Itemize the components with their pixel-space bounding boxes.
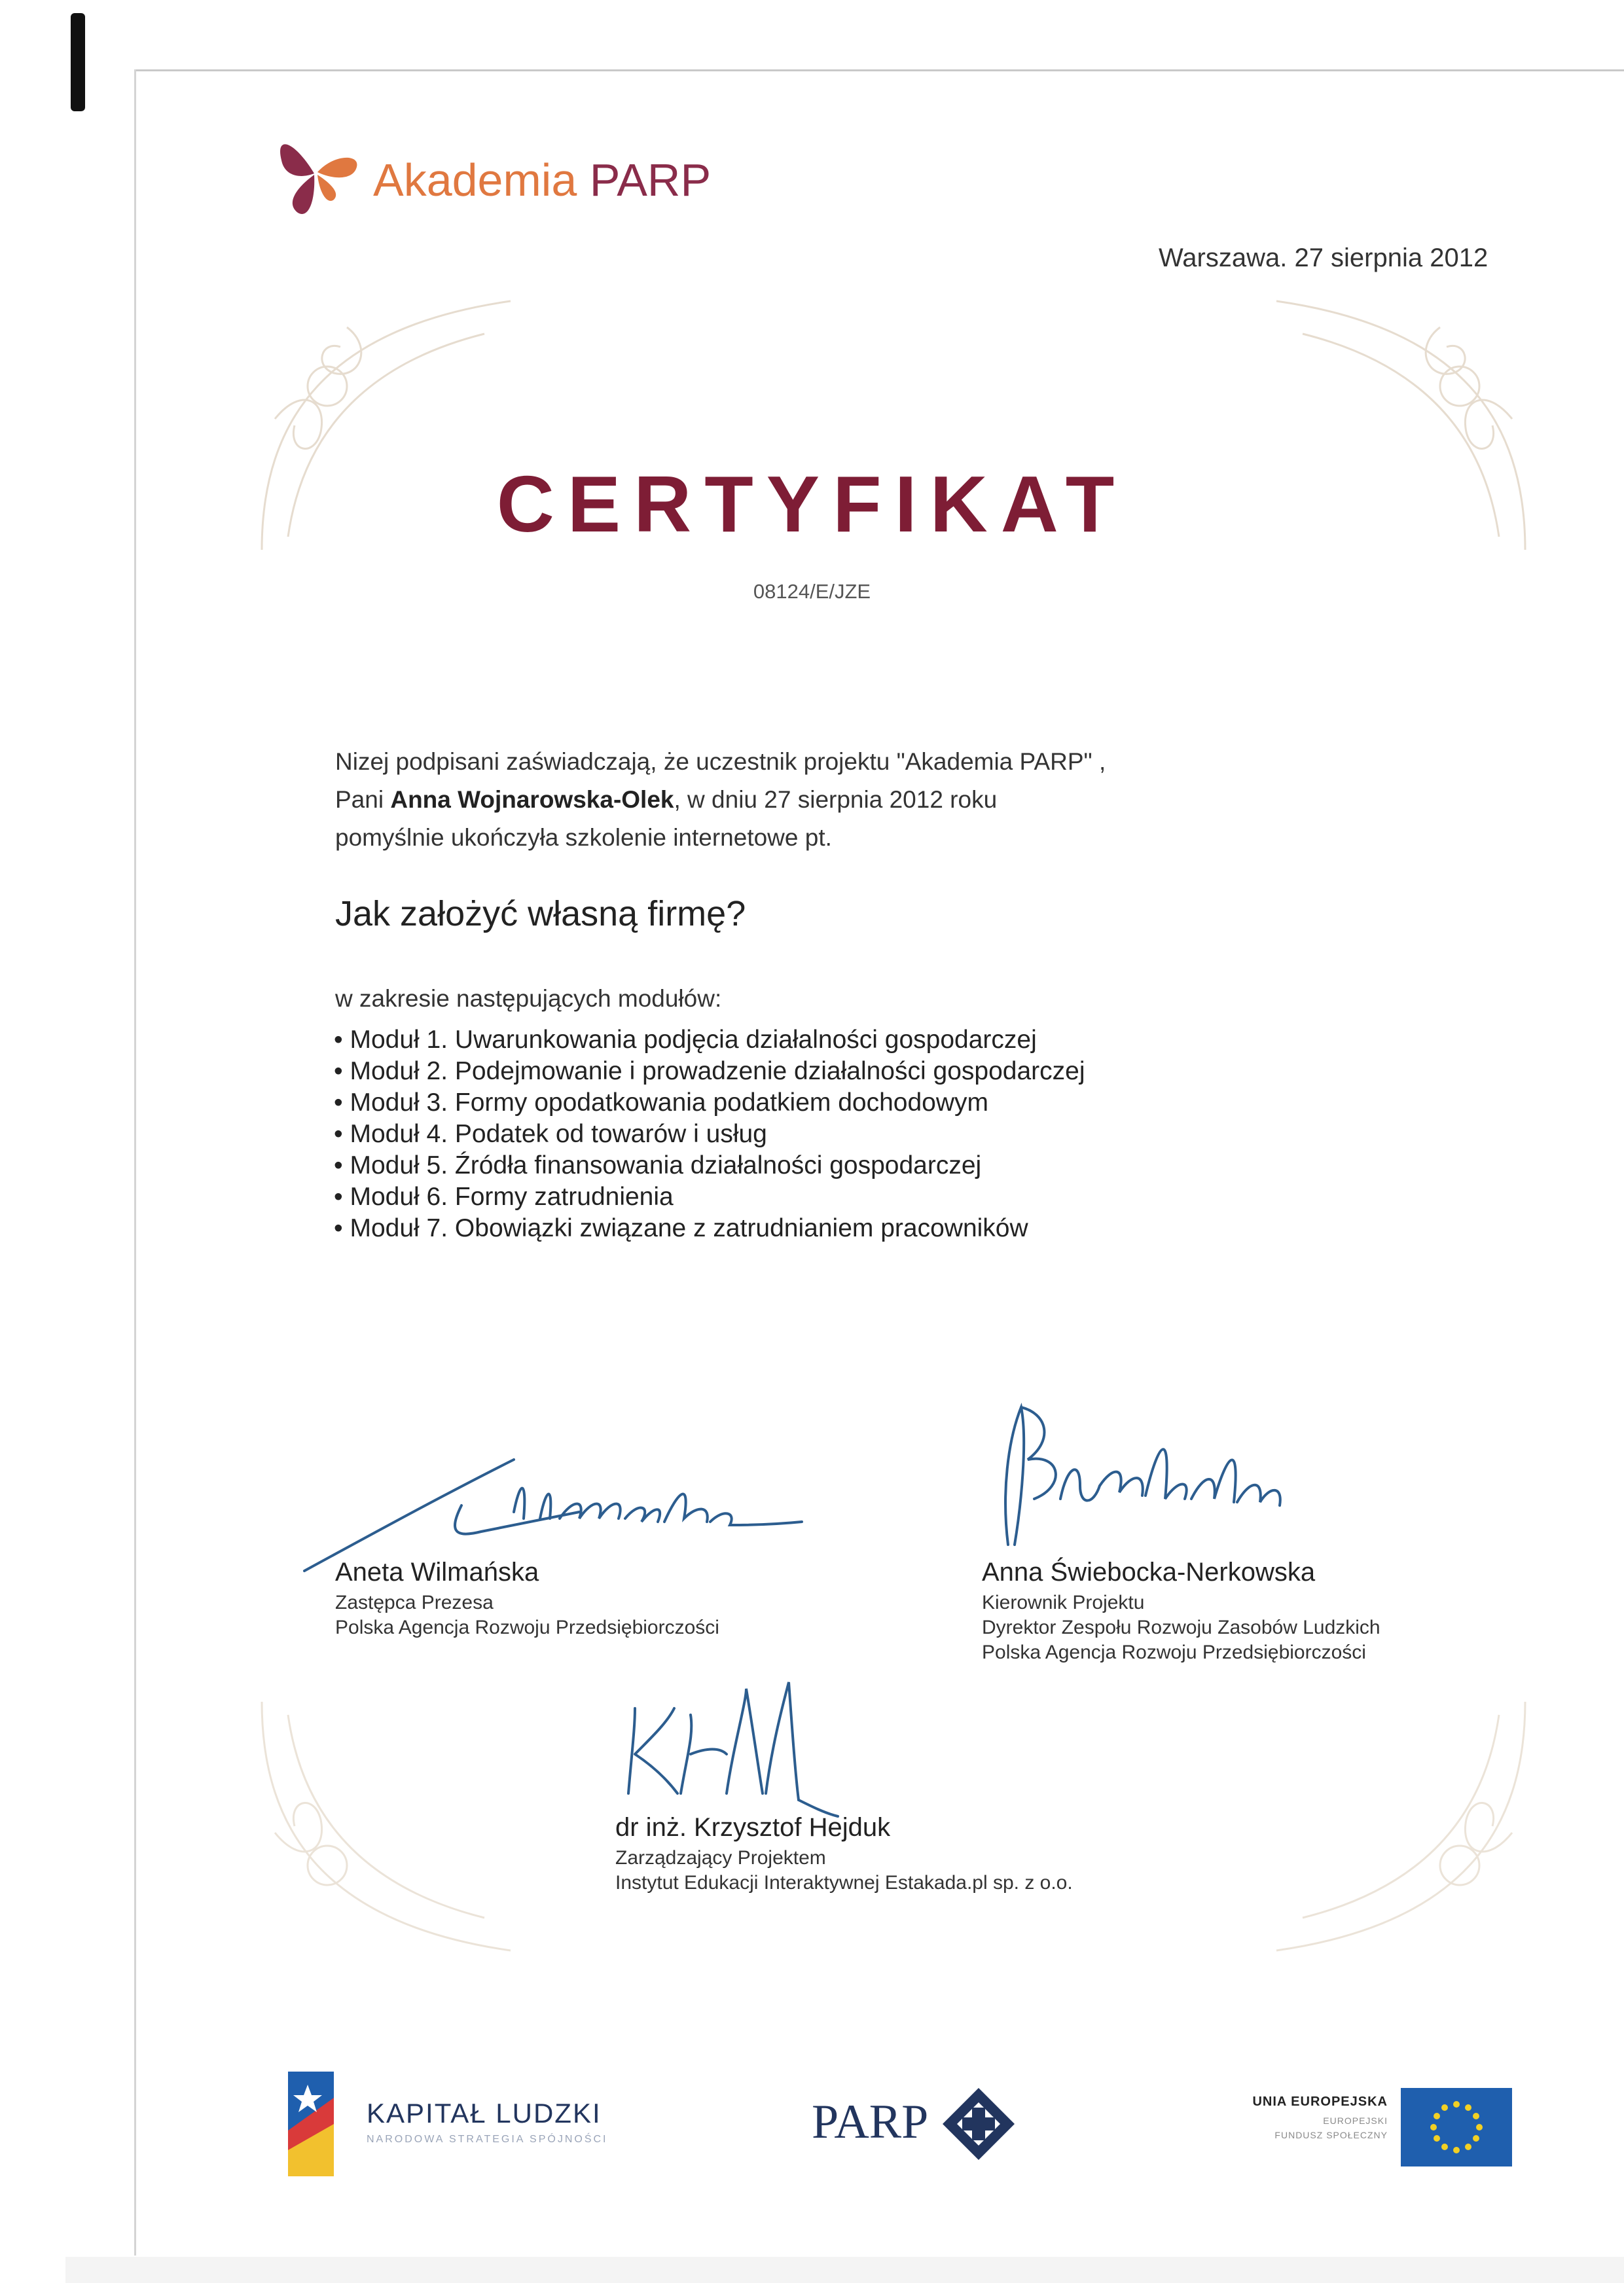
frame-line-left xyxy=(134,69,136,2256)
certificate-title: CERTYFIKAT xyxy=(496,459,1128,548)
signatory-2-role: Kierownik Projektu xyxy=(982,1592,1145,1613)
certificate-number: 08124/E/JZE xyxy=(753,580,871,603)
corner-ornament-bottom-right xyxy=(1263,1689,1538,1964)
parp-logo xyxy=(812,2081,1028,2166)
participant-name: Anna Wojnarowska-Olek xyxy=(390,786,674,813)
signatory-3-name: dr inż. Krzysztof Hejduk xyxy=(615,1813,891,1842)
signatory-2-name: Anna Świebocka-Nerkowska xyxy=(982,1558,1316,1587)
intro-line-2: Pani Anna Wojnarowska-Olek, w dniu 27 sierpnia 2012 roku xyxy=(335,786,998,813)
modules-list xyxy=(334,1024,1085,1244)
signature-hejduk xyxy=(615,1676,890,1820)
signature-swiebocka xyxy=(982,1401,1322,1558)
certificate-intro xyxy=(335,743,1317,857)
eu-line-2: EUROPEJSKI xyxy=(1323,2115,1388,2126)
module-item: • Moduł 1. Uwarunkowania podjęcia działalności gospodarczej xyxy=(334,1024,1085,1056)
eu-title: UNIA EUROPEJSKA xyxy=(1252,2094,1388,2109)
parp-diamond-icon xyxy=(943,2088,1015,2160)
akademia-parp-logo-text: Akademia PARP xyxy=(373,154,712,206)
course-title: Jak założyć własną firmę? xyxy=(335,894,746,933)
frame-shadow-bottom xyxy=(65,2257,1624,2283)
signatory-3-role: Zarządzający Projektem xyxy=(615,1847,826,1869)
module-item: • Moduł 4. Podatek od towarów i usług xyxy=(334,1119,1085,1150)
module-item: • Moduł 3. Formy opodatkowania podatkiem dochodowym xyxy=(334,1087,1085,1119)
signatory-1-name: Aneta Wilmańska xyxy=(335,1558,539,1587)
kapital-ludzki-subtitle: NARODOWA STRATEGIA SPÓJNOŚCI xyxy=(367,2134,608,2145)
eu-line-3: FUNDUSZ SPOŁECZNY xyxy=(1274,2130,1388,2140)
parp-logo-text: PARP xyxy=(812,2095,929,2149)
modules-intro: w zakresie następujących modułów: xyxy=(335,985,722,1012)
module-item: • Moduł 6. Formy zatrudnienia xyxy=(334,1181,1085,1213)
signatory-1-organization: Polska Agencja Rozwoju Przedsiębiorczości xyxy=(335,1617,719,1638)
scan-edge-mark xyxy=(71,13,85,111)
intro-line-1: Nizej podpisani zaświadczają, że uczestnik projektu "Akademia PARP" , xyxy=(335,748,1106,775)
signatory-2-role-2: Dyrektor Zespołu Rozwoju Zasobów Ludzkich xyxy=(982,1617,1380,1638)
intro-line-3: pomyślnie ukończyła szkolenie internetowe pt. xyxy=(335,824,832,851)
signatory-3-organization: Instytut Edukacji Interaktywnej Estakada.pl sp. z o.o. xyxy=(615,1872,1073,1894)
module-item: • Moduł 7. Obowiązki związane z zatrudnianiem pracowników xyxy=(334,1213,1085,1244)
frame-line-top xyxy=(134,69,1624,71)
signatory-1-role: Zastępca Prezesa xyxy=(335,1592,494,1613)
module-item: • Moduł 5. Źródła finansowania działalności gospodarczej xyxy=(334,1150,1085,1181)
signatory-2-organization: Polska Agencja Rozwoju Przedsiębiorczości xyxy=(982,1642,1366,1663)
kapital-ludzki-title: KAPITAŁ LUDZKI xyxy=(367,2098,602,2129)
kapital-ludzki-emblem-icon xyxy=(281,2072,340,2176)
eu-flag-icon xyxy=(1401,2088,1512,2166)
module-item: • Moduł 2. Podejmowanie i prowadzenie działalności gospodarczej xyxy=(334,1056,1085,1087)
eu-logo xyxy=(1237,2088,1512,2173)
corner-ornament-bottom-left xyxy=(249,1689,524,1964)
issue-date: Warszawa. 27 sierpnia 2012 xyxy=(1159,243,1489,272)
butterfly-logo-icon xyxy=(268,128,367,219)
kapital-ludzki-logo xyxy=(281,2068,648,2180)
